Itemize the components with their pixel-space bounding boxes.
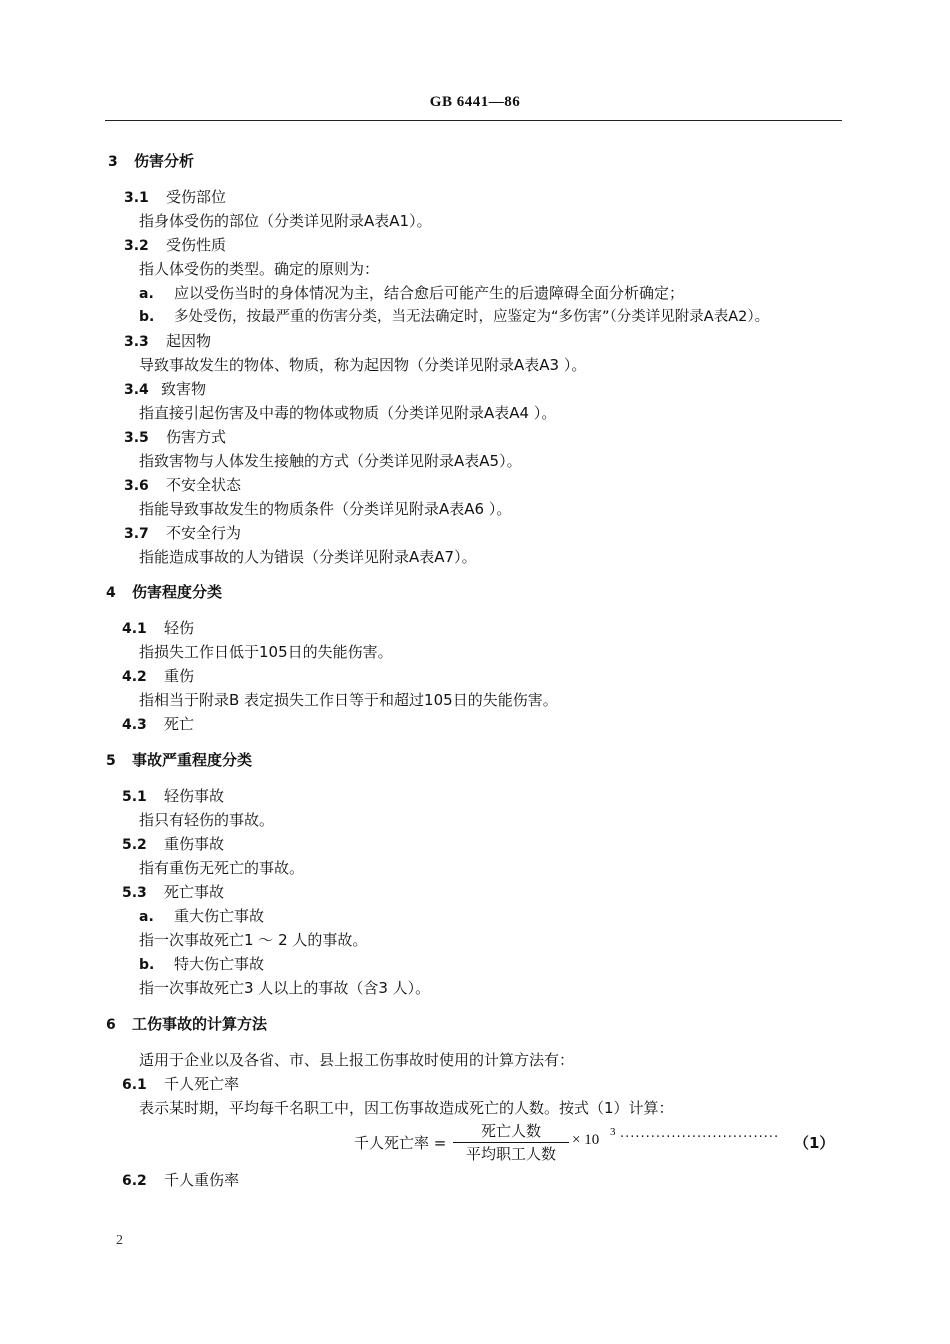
section-6-intro: 适用于企业以及各省、市、县上报工伤事故时使用的计算方法有： <box>139 1051 575 1069</box>
section-title: 工伤事故的计算方法 <box>132 1015 268 1033</box>
clause-3-2-text: 指人体受伤的类型。确定的原则为： <box>139 260 380 278</box>
formula-exponent: 3 <box>610 1126 616 1138</box>
formula-number: （1） <box>794 1134 835 1152</box>
document-code: GB 6441—86 <box>429 94 521 110</box>
item-text: 应以受伤当时的身体情况为主，结合愈后可能产生的后遗障碍全面分析确定； <box>174 284 685 302</box>
clause-3-2-heading <box>124 235 226 256</box>
clause-5-1-text: 指只有轻伤的事故。 <box>139 811 275 829</box>
clause-number: 3.5 <box>124 430 149 446</box>
clause-number: 3.2 <box>124 238 149 254</box>
clause-title: 死亡 <box>164 715 195 733</box>
clause-title: 起因物 <box>166 332 212 350</box>
clause-5-3-item-a-desc: 指一次事故死亡1 ～ 2 人的事故。 <box>139 931 368 949</box>
clause-3-2-item-b <box>139 307 769 327</box>
clause-number: 6.1 <box>122 1077 147 1093</box>
clause-3-3-text: 导致事故发生的物体、物质，称为起因物（分类详见附录A表A3 ）。 <box>139 356 587 374</box>
clause-3-6-text: 指能导致事故发生的物质条件（分类详见附录A表A6 ）。 <box>139 500 512 518</box>
clause-title: 重伤事故 <box>164 835 225 853</box>
section-number: 5 <box>106 753 116 769</box>
clause-3-5-heading <box>124 427 226 448</box>
clause-3-2-item-a <box>139 283 684 304</box>
section-number: 4 <box>106 585 116 601</box>
section-4-heading <box>106 582 222 603</box>
clause-number: 5.2 <box>122 837 147 853</box>
clause-3-4-heading <box>124 379 206 400</box>
formula-leader-dots: ······························· <box>620 1130 780 1145</box>
section-number: 6 <box>106 1017 116 1033</box>
clause-title: 受伤性质 <box>166 236 227 254</box>
clause-6-1-text: 表示某时期，平均每千名职工中，因工伤事故造成死亡的人数。按式（1）计算： <box>139 1099 674 1117</box>
section-title: 事故严重程度分类 <box>132 751 253 769</box>
clause-6-2-heading <box>122 1170 239 1191</box>
clause-3-1-heading <box>124 187 226 208</box>
clause-5-2-text: 指有重伤无死亡的事故。 <box>139 859 305 877</box>
clause-4-2-text: 指相当于附录B 表定损失工作日等于和超过105日的失能伤害。 <box>139 691 558 709</box>
clause-title: 千人死亡率 <box>164 1075 240 1093</box>
item-text: 特大伤亡事故 <box>174 955 265 973</box>
clause-title: 伤害方式 <box>166 428 227 446</box>
clause-5-3-heading <box>122 882 224 903</box>
formula-lhs: 千人死亡率 = <box>354 1134 447 1152</box>
formula-fraction <box>453 1122 569 1163</box>
clause-number: 3.3 <box>124 334 149 350</box>
clause-number: 5.3 <box>122 885 147 901</box>
clause-4-1-text: 指损失工作日低于105日的失能伤害。 <box>139 643 393 661</box>
clause-number: 3.4 <box>124 382 149 398</box>
item-label: b. <box>139 957 155 973</box>
clause-5-3-item-b <box>139 954 264 975</box>
clause-4-3-heading <box>122 714 194 735</box>
clause-3-3-heading <box>124 331 211 352</box>
clause-title: 不安全行为 <box>166 524 242 542</box>
clause-title: 千人重伤率 <box>164 1171 240 1189</box>
clause-5-1-heading <box>122 786 224 807</box>
fraction-bar <box>453 1142 569 1143</box>
item-label: a. <box>139 286 154 302</box>
clause-number: 4.2 <box>122 669 147 685</box>
clause-4-2-heading <box>122 666 194 687</box>
section-title: 伤害分析 <box>134 152 195 170</box>
clause-title: 轻伤 <box>164 619 195 637</box>
clause-number: 5.1 <box>122 789 147 805</box>
clause-number: 3.6 <box>124 478 149 494</box>
clause-title: 受伤部位 <box>166 188 227 206</box>
page-number: 2 <box>116 1233 123 1248</box>
clause-3-1-text: 指身体受伤的部位（分类详见附录A表A1）。 <box>139 212 432 230</box>
clause-5-2-heading <box>122 834 224 855</box>
clause-3-7-heading <box>124 523 241 544</box>
clause-number: 3.7 <box>124 526 149 542</box>
section-number: 3 <box>108 154 118 170</box>
section-6-heading <box>106 1014 267 1035</box>
clause-title: 死亡事故 <box>164 883 225 901</box>
clause-6-1-heading <box>122 1074 239 1095</box>
clause-5-3-item-b-desc: 指一次事故死亡3 人以上的事故（含3 人）。 <box>139 979 431 997</box>
clause-title: 致害物 <box>161 380 207 398</box>
header-rule <box>105 120 842 121</box>
clause-5-3-item-a <box>139 906 264 927</box>
clause-number: 3.1 <box>124 190 149 206</box>
clause-4-1-heading <box>122 618 194 639</box>
section-title: 伤害程度分类 <box>132 583 223 601</box>
clause-title: 轻伤事故 <box>164 787 225 805</box>
clause-title: 不安全状态 <box>166 476 242 494</box>
item-text: 重大伤亡事故 <box>174 907 265 925</box>
clause-3-6-heading <box>124 475 241 496</box>
clause-number: 6.2 <box>122 1173 147 1189</box>
clause-number: 4.1 <box>122 621 147 637</box>
item-text: 多处受伤，按最严重的伤害分类，当无法确定时，应鉴定为“多伤害”（分类详见附录A表A2）。 <box>174 309 770 325</box>
formula-denominator: 平均职工人数 <box>465 1145 556 1163</box>
section-5-heading <box>106 750 252 771</box>
clause-3-4-text: 指直接引起伤害及中毒的物体或物质（分类详见附录A表A4 ）。 <box>139 404 557 422</box>
clause-3-7-text: 指能造成事故的人为错误（分类详见附录A表A7）。 <box>139 548 477 566</box>
section-3-heading <box>108 151 194 172</box>
clause-number: 4.3 <box>122 717 147 733</box>
formula-numerator: 死亡人数 <box>480 1122 541 1140</box>
clause-title: 重伤 <box>164 667 195 685</box>
item-label: a. <box>139 909 154 925</box>
formula-multiplier: × 10 <box>572 1132 600 1148</box>
item-label: b. <box>139 309 155 325</box>
clause-3-5-text: 指致害物与人体发生接触的方式（分类详见附录A表A5）。 <box>139 452 522 470</box>
